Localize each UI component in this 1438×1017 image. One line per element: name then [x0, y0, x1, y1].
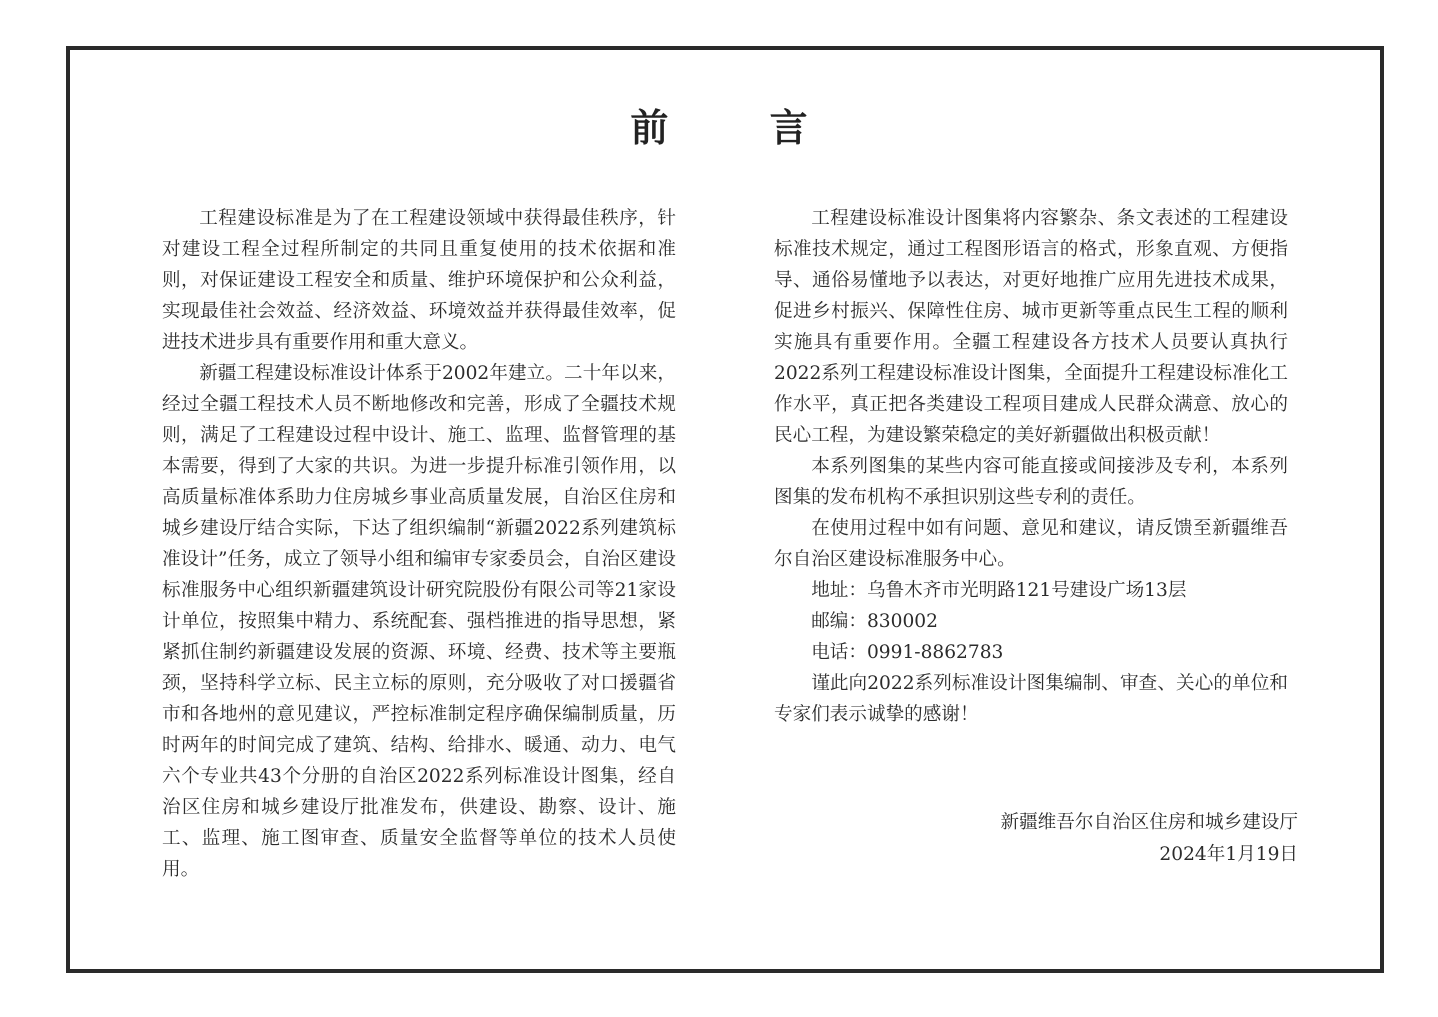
page-title: 前 言	[630, 105, 852, 150]
paragraph: 工程建设标准设计图集将内容繁杂、条文表述的工程建设标准技术规定，通过工程图形语言的格式，形象直观、方便指导、通俗易懂地予以表达，对更好地推广应用先进技术成果，促进乡村振兴、保障性住房、城市更新等重点民生工程的顺利实施具有重要作用。全疆工程建设各方技术人员要认真执行2022系列工程建设标准设计图集，全面提升工程建设标准化工作水平，真正把各类建设工程项目建成人民群众满意、放心的民心工程，为建设繁荣稳定的美好新疆做出积极贡献！	[774, 208, 1288, 446]
signature-block	[898, 807, 1298, 871]
contact-address: 地址：乌鲁木齐市光明路121号建设广场13层	[811, 580, 1187, 601]
thanks-paragraph: 谨此向2022系列标准设计图集编制、审查、关心的单位和专家们表示诚挚的感谢！	[774, 673, 1288, 725]
right-column	[774, 203, 1288, 730]
paragraph: 工程建设标准是为了在工程建设领域中获得最佳秩序，针对建设工程全过程所制定的共同且重复使用的技术依据和准则，对保证建设工程安全和质量、维护环境保护和公众利益，实现最佳社会效益、经济效益、环境效益并获得最佳效率，促进技术进步具有重要作用和重大意义。	[162, 208, 676, 353]
contact-phone: 电话：0991-8862783	[811, 642, 1004, 663]
paragraph: 在使用过程中如有问题、意见和建议，请反馈至新疆维吾尔自治区建设标准服务中心。	[774, 518, 1288, 570]
contact-postcode: 邮编：830002	[811, 611, 938, 632]
signature-organization: 新疆维吾尔自治区住房和城乡建设厅	[1000, 812, 1298, 833]
left-column	[162, 203, 676, 885]
signature-date: 2024年1月19日	[1159, 844, 1298, 865]
paragraph: 本系列图集的某些内容可能直接或间接涉及专利，本系列图集的发布机构不承担识别这些专利的责任。	[774, 456, 1288, 508]
paragraph: 新疆工程建设标准设计体系于2002年建立。二十年以来，经过全疆工程技术人员不断地修改和完善，形成了全疆技术规则，满足了工程建设过程中设计、施工、监理、监督管理的基本需要，得到了大家的共识。为进一步提升标准引领作用，以高质量标准体系助力住房城乡事业高质量发展，自治区住房和城乡建设厅结合实际，下达了组织编制“新疆2022系列建筑标准设计”任务，成立了领导小组和编审专家委员会，自治区建设标准服务中心组织新疆建筑设计研究院股份有限公司等21家设计单位，按照集中精力、系统配套、强档推进的指导思想，紧紧抓住制约新疆建设发展的资源、环境、经费、技术等主要瓶颈，坚持科学立标、民主立标的原则，充分吸收了对口援疆省市和各地州的意见建议，严控标准制定程序确保编制质量，历时两年的时间完成了建筑、结构、给排水、暖通、动力、电气六个专业共43个分册的自治区2022系列标准设计图集，经自治区住房和城乡建设厅批准发布，供建设、勘察、设计、施工、监理、施工图审查、质量安全监督等单位的技术人员使用。	[162, 363, 676, 880]
